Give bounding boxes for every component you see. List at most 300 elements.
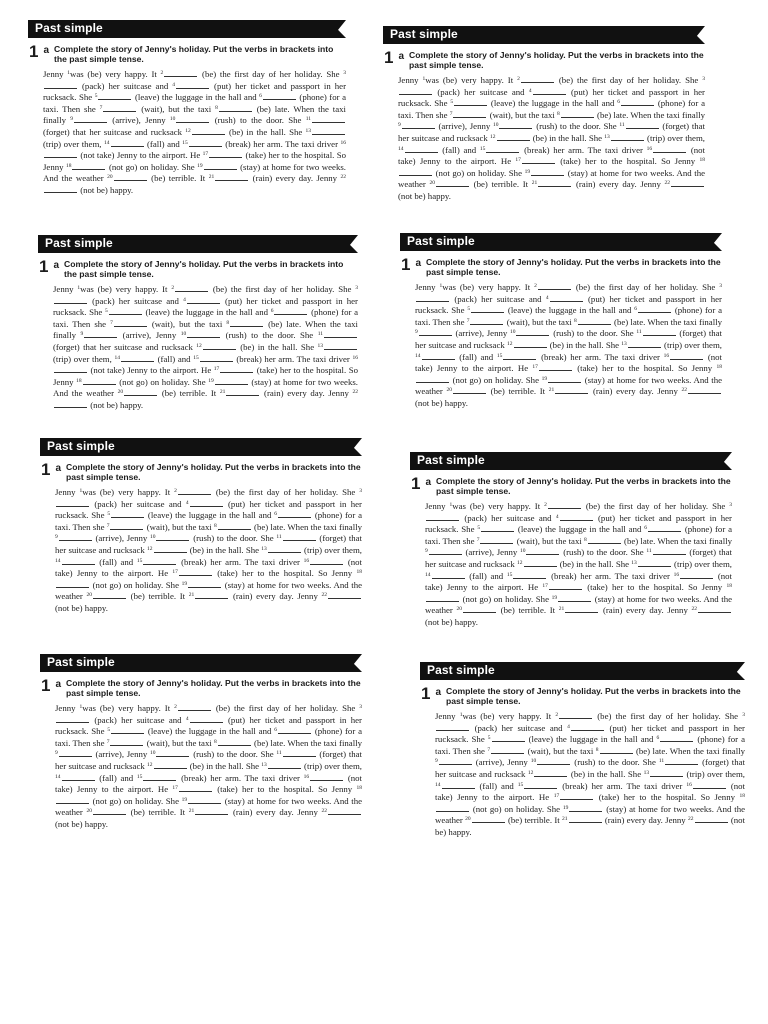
- story-segment: (take) her to the hospital. So Jenny: [43, 150, 346, 172]
- story-segment: (put) her ticket and passport in her rucksack. She: [43, 80, 346, 103]
- story-segment: (rush) to the door. She: [550, 328, 637, 339]
- story-segment: (rush) to the door. She: [190, 533, 277, 544]
- story-segment: (fall) and: [465, 570, 507, 581]
- exercise-letter: a: [53, 260, 60, 271]
- section-banner: [40, 438, 362, 456]
- story-segment: (not take) Jenny to the airport. He: [55, 556, 363, 579]
- gap-number: 18: [699, 157, 706, 164]
- exercise-instruction: Complete the story of Jenny's holiday. Put the verbs in brackets into the past simple tense.: [409, 50, 704, 70]
- gap-number: 17: [213, 366, 220, 373]
- story-segment: (take) her to the hospital. So Jenny: [594, 792, 740, 803]
- exercise-number: 1: [39, 257, 49, 276]
- story-segment: (arrive), Jenny: [92, 533, 150, 544]
- story-segment: (take) her to the hospital. So Jenny: [555, 156, 700, 167]
- gap-number: 1: [79, 704, 83, 710]
- answer-gap: [559, 712, 592, 719]
- gap-number: 12: [507, 340, 513, 347]
- gap-number: 4: [185, 715, 189, 722]
- answer-gap: [220, 366, 253, 373]
- story-segment: (pack) her suitcase and: [90, 498, 186, 509]
- exercise-card-8: [420, 662, 745, 839]
- story-segment: (rain) every day. Jenny: [260, 388, 353, 399]
- answer-gap: [230, 320, 263, 327]
- exercise-card-5: [40, 438, 362, 615]
- gap-number: 22: [352, 389, 359, 396]
- gap-number: 2: [174, 488, 177, 494]
- gap-number: 6: [274, 727, 277, 734]
- story-segment: (leave) the luggage in the hall and: [515, 524, 645, 535]
- gap-number: 8: [584, 536, 587, 543]
- story-segment: (rain) every day. Jenny: [599, 605, 692, 616]
- story-segment: (pack) her suitcase and: [78, 80, 173, 91]
- story-segment: (fall) and: [144, 138, 183, 149]
- gap-number: 20: [86, 808, 92, 815]
- story-segment: (phone) for a taxi. Then she: [415, 305, 722, 327]
- gap-number: 17: [553, 793, 560, 800]
- story-segment: (forget) that her suitcase and rucksack: [53, 341, 197, 352]
- gap-number: 10: [492, 122, 499, 129]
- section-title: Past simple: [427, 663, 495, 677]
- answer-gap: [628, 341, 661, 348]
- story-segment: (rush) to the door. She: [210, 115, 306, 126]
- answer-gap: [200, 355, 233, 362]
- answer-gap: [109, 308, 142, 315]
- answer-gap: [454, 99, 487, 106]
- story-segment: (forget) that her suitcase and rucksack: [398, 121, 706, 143]
- story-segment: (be) the first day of her holiday. She: [571, 282, 720, 292]
- gap-number: 18: [739, 793, 745, 800]
- story-segment: (wait), but the taxi: [504, 316, 575, 327]
- story-segment: (phone) for a taxi. Then she: [425, 524, 732, 546]
- section-banner: [410, 452, 732, 470]
- gap-number: 15: [136, 773, 143, 780]
- story-segment: (arrive), Jenny: [118, 330, 181, 341]
- answer-gap: [550, 295, 583, 302]
- gap-number: 6: [270, 308, 274, 315]
- story-segment: (break) her arm. The taxi driver: [547, 570, 674, 581]
- story-segment: (be) terrible. It: [158, 388, 220, 399]
- answer-gap: [539, 364, 572, 371]
- story-segment: (pack) her suitcase and: [470, 722, 568, 733]
- gap-number: 14: [55, 557, 61, 564]
- story-segment: (not go) on holiday. She: [106, 161, 198, 172]
- answer-gap: [59, 534, 92, 541]
- gap-number: 21: [562, 816, 568, 823]
- gap-number: 21: [188, 808, 195, 815]
- story-segment: (fall) and: [154, 353, 194, 364]
- gap-number: 1: [449, 502, 453, 508]
- gap-number: 16: [352, 354, 359, 361]
- answer-gap: [555, 387, 588, 394]
- answer-gap: [571, 724, 604, 731]
- story-segment: (be) the first day of her holiday. She: [209, 284, 356, 294]
- gap-number: 11: [658, 758, 665, 765]
- story-segment: (fall) and: [95, 772, 137, 783]
- story-segment: (put) her ticket and passport in her rucksack. She: [53, 295, 358, 318]
- gap-number: 7: [99, 104, 103, 111]
- story-segment: (forget) that her suitcase and rucksack: [55, 749, 363, 771]
- answer-gap: [524, 560, 557, 567]
- gap-number: 13: [604, 133, 610, 140]
- story-segment: (stay) at home for two weeks. And the weather: [425, 593, 733, 616]
- gap-number: 16: [663, 352, 670, 359]
- answer-gap: [54, 401, 87, 408]
- gap-number: 7: [106, 522, 110, 529]
- gap-number: 17: [172, 785, 178, 792]
- gap-number: 19: [524, 168, 531, 175]
- exercise-card-1: [28, 20, 346, 197]
- gap-number: 16: [340, 139, 347, 146]
- story-segment: Jenny: [415, 282, 440, 292]
- story-segment: (trip) over them,: [43, 138, 104, 149]
- gap-number: 18: [356, 569, 363, 576]
- story-segment: (be) late. When the taxi finally: [621, 535, 732, 546]
- gap-number: 10: [169, 116, 176, 123]
- answer-gap: [274, 308, 307, 315]
- story-segment: (not be) happy.: [435, 815, 745, 837]
- answer-gap: [638, 306, 671, 313]
- story-segment: (not be) happy.: [415, 397, 468, 408]
- gap-number: 3: [343, 70, 347, 76]
- answer-gap: [72, 163, 105, 170]
- exercise-letter: a: [425, 477, 432, 488]
- answer-gap: [453, 111, 486, 118]
- gap-number: 15: [496, 352, 503, 359]
- story-segment: (be) in the hall. She: [187, 760, 262, 771]
- answer-gap: [154, 762, 187, 769]
- answer-gap: [537, 758, 570, 765]
- gap-number: 20: [86, 592, 92, 599]
- gap-number: 7: [466, 317, 470, 324]
- gap-number: 19: [551, 594, 558, 601]
- gap-number: 11: [317, 331, 323, 338]
- gap-number: 19: [562, 804, 569, 811]
- story-segment: (stay) at home for two weeks. And the weather: [398, 167, 706, 190]
- story-segment: (be) late. When the taxi finally: [53, 318, 358, 341]
- gap-number: 1: [422, 76, 426, 82]
- story-segment: was (be) very happy. It: [425, 75, 518, 85]
- answer-gap: [533, 88, 566, 95]
- story-text: [420, 711, 745, 839]
- section-banner: [40, 654, 362, 672]
- answer-gap: [565, 606, 598, 613]
- story-segment: (not be) happy.: [78, 184, 134, 195]
- gap-number: 20: [465, 816, 471, 823]
- gap-number: 17: [515, 157, 521, 164]
- answer-gap: [195, 592, 228, 599]
- answer-gap: [121, 355, 154, 362]
- story-segment: (break) her arm. The taxi driver: [537, 351, 664, 362]
- gap-number: 3: [355, 285, 358, 291]
- gap-number: 1: [459, 712, 463, 718]
- gap-number: 14: [425, 571, 431, 578]
- section-banner: [28, 20, 346, 38]
- answer-gap: [548, 502, 581, 509]
- gap-number: 10: [149, 534, 156, 541]
- task-heading: [40, 678, 362, 698]
- task-heading: [410, 476, 732, 496]
- gap-number: 2: [160, 70, 164, 76]
- exercise-card-3: [38, 235, 358, 412]
- story-segment: (phone) for a taxi. Then she: [55, 510, 362, 532]
- gap-number: 16: [303, 557, 310, 564]
- gap-number: 11: [276, 534, 282, 541]
- section-banner: [420, 662, 745, 680]
- story-segment: (rush) to the door. She: [533, 121, 620, 132]
- section-title: Past simple: [390, 27, 458, 41]
- story-segment: (not take) Jenny to the airport. He: [435, 780, 745, 803]
- story-segment: was (be) very happy. It: [70, 69, 161, 79]
- answer-gap: [653, 146, 686, 153]
- story-segment: (break) her arm. The taxi driver: [177, 556, 304, 567]
- story-segment: (not take) Jenny to the airport. He: [425, 570, 733, 593]
- story-segment: (put) her ticket and passport in her rucksack. She: [415, 293, 722, 316]
- gap-number: 14: [398, 145, 404, 152]
- story-segment: (be) terrible. It: [127, 807, 189, 818]
- answer-gap: [111, 727, 144, 734]
- story-segment: (be) the first day of her holiday. She: [554, 75, 703, 85]
- gap-number: 13: [643, 769, 650, 776]
- answer-gap: [650, 770, 683, 777]
- story-segment: (fall) and: [95, 556, 137, 567]
- task-heading: [383, 50, 705, 70]
- story-segment: (be) terrible. It: [497, 605, 559, 616]
- story-segment: (leave) the luggage in the hall and: [525, 734, 657, 745]
- story-segment: (leave) the luggage in the hall and: [505, 305, 635, 316]
- story-segment: (not be) happy.: [425, 616, 478, 627]
- gap-number: 1: [67, 70, 70, 76]
- answer-gap: [660, 735, 693, 742]
- story-segment: (stay) at home for two weeks. And the weather: [415, 374, 723, 397]
- gap-number: 4: [567, 723, 570, 730]
- gap-number: 22: [691, 606, 697, 613]
- story-segment: (wait), but the taxi: [137, 103, 216, 114]
- gap-number: 6: [634, 306, 637, 313]
- exercise-letter: a: [55, 679, 62, 690]
- story-segment: Jenny: [43, 69, 68, 79]
- answer-gap: [83, 378, 116, 385]
- answer-gap: [621, 99, 654, 106]
- answer-gap: [560, 514, 593, 521]
- gap-number: 7: [487, 746, 491, 753]
- answer-gap: [56, 581, 89, 588]
- gap-number: 19: [197, 162, 203, 169]
- exercise-card-6: [410, 452, 732, 629]
- gap-number: 17: [532, 364, 538, 371]
- section-banner: [400, 233, 722, 251]
- answer-gap: [44, 151, 77, 158]
- exercise-instruction: Complete the story of Jenny's holiday. Put the verbs in brackets into the past simple tense.: [54, 44, 334, 64]
- gap-number: 4: [185, 499, 189, 506]
- answer-gap: [472, 816, 505, 823]
- gap-number: 19: [181, 796, 188, 803]
- story-segment: (leave) the luggage in the hall and: [142, 307, 271, 318]
- story-segment: (break) her arm. The taxi driver: [233, 353, 353, 364]
- answer-gap: [110, 739, 143, 746]
- answer-gap: [600, 747, 633, 754]
- answer-gap: [442, 782, 475, 789]
- answer-gap: [111, 140, 144, 147]
- gap-number: 22: [321, 592, 327, 599]
- gap-number: 7: [476, 536, 480, 543]
- answer-gap: [534, 770, 567, 777]
- story-text: [28, 69, 346, 197]
- gap-number: 21: [208, 174, 215, 181]
- exercise-instruction: Complete the story of Jenny's holiday. Put the verbs in brackets into the past simple tense.: [426, 257, 721, 277]
- section-banner: [383, 26, 705, 44]
- gap-number: 10: [530, 758, 537, 765]
- story-segment: (rush) to the door. She: [560, 547, 647, 558]
- gap-number: 18: [76, 377, 82, 384]
- gap-number: 10: [149, 750, 156, 757]
- answer-gap: [538, 283, 571, 290]
- story-segment: Jenny: [55, 703, 80, 713]
- story-segment: (phone) for a taxi. Then she: [55, 726, 362, 748]
- gap-number: 16: [303, 773, 310, 780]
- answer-gap: [215, 174, 248, 181]
- answer-gap: [422, 353, 455, 360]
- answer-gap: [188, 581, 221, 588]
- gap-number: 15: [506, 571, 513, 578]
- story-segment: (be) in the hall. She: [568, 768, 644, 779]
- answer-gap: [190, 500, 223, 507]
- exercise-card-4: [400, 233, 722, 410]
- story-text: [40, 487, 362, 615]
- story-segment: (fall) and: [455, 351, 497, 362]
- story-segment: (put) her ticket and passport in her rucksack. She: [55, 714, 362, 737]
- answer-gap: [54, 297, 87, 304]
- story-segment: (trip) over them,: [301, 544, 362, 555]
- gap-number: 6: [644, 525, 647, 532]
- answer-gap: [62, 774, 95, 781]
- answer-gap: [56, 500, 89, 507]
- answer-gap: [626, 122, 659, 129]
- gap-number: 11: [636, 329, 642, 336]
- story-segment: (be) late. When the taxi finally: [43, 103, 346, 126]
- gap-number: 9: [55, 534, 58, 541]
- story-segment: (rush) to the door. She: [571, 757, 659, 768]
- answer-gap: [44, 186, 77, 193]
- answer-gap: [54, 366, 87, 373]
- gap-number: 4: [528, 87, 532, 94]
- answer-gap: [324, 343, 357, 350]
- task-heading: [28, 44, 346, 64]
- story-segment: (fall) and: [438, 144, 480, 155]
- answer-gap: [538, 180, 571, 187]
- story-segment: (rain) every day. Jenny: [229, 807, 322, 818]
- story-segment: (be) late. When the taxi finally: [633, 745, 745, 756]
- gap-number: 15: [182, 139, 188, 146]
- answer-gap: [643, 329, 676, 336]
- story-segment: (forget) that her suitcase and rucksack: [55, 533, 363, 555]
- gap-number: 1: [439, 283, 443, 289]
- gap-number: 22: [681, 387, 687, 394]
- story-segment: (put) her ticket and passport in her rucksack. She: [55, 498, 362, 521]
- answer-gap: [526, 548, 559, 555]
- gap-number: 4: [545, 294, 549, 301]
- story-segment: (not take) Jenny to the airport. He: [415, 351, 723, 374]
- answer-gap: [416, 376, 449, 383]
- story-segment: (pack) her suitcase and: [88, 295, 184, 306]
- answer-gap: [638, 560, 671, 567]
- answer-gap: [98, 93, 131, 100]
- story-segment: (arrive), Jenny: [108, 115, 170, 126]
- answer-gap: [124, 389, 157, 396]
- exercise-number: 1: [411, 474, 421, 493]
- answer-gap: [93, 808, 126, 815]
- story-segment: (not take) Jenny to the airport. He: [55, 772, 363, 795]
- section-title: Past simple: [35, 21, 103, 35]
- task-heading: [400, 257, 722, 277]
- exercise-letter: a: [435, 687, 442, 698]
- answer-gap: [310, 774, 343, 781]
- gap-number: 15: [517, 781, 524, 788]
- answer-gap: [611, 134, 644, 141]
- exercise-card-2: [383, 26, 705, 203]
- answer-gap: [521, 76, 554, 83]
- story-segment: (not go) on holiday. She: [116, 376, 209, 387]
- answer-gap: [429, 548, 462, 555]
- gap-number: 16: [686, 781, 692, 788]
- gap-number: 7: [110, 319, 113, 326]
- story-segment: (rush) to the door. She: [190, 749, 277, 760]
- story-segment: (pack) her suitcase and: [90, 714, 186, 725]
- gap-number: 16: [673, 571, 680, 578]
- answer-gap: [62, 558, 95, 565]
- gap-number: 3: [742, 712, 745, 718]
- story-text: [400, 282, 722, 410]
- story-segment: (take) her to the hospital. So Jenny: [572, 363, 717, 374]
- answer-gap: [156, 534, 189, 541]
- story-segment: (arrive), Jenny: [472, 757, 531, 768]
- gap-number: 9: [398, 122, 401, 129]
- story-segment: was (be) very happy. It: [462, 711, 556, 721]
- story-segment: (trip) over them,: [301, 760, 362, 771]
- answer-gap: [698, 606, 731, 613]
- story-segment: (be) terrible. It: [487, 386, 549, 397]
- gap-number: 16: [646, 145, 653, 152]
- answer-gap: [156, 750, 189, 757]
- gap-number: 22: [321, 808, 327, 815]
- answer-gap: [470, 318, 503, 325]
- gap-number: 20: [429, 180, 435, 187]
- answer-gap: [312, 116, 345, 123]
- story-segment: (forget) that her suitcase and rucksack: [435, 757, 746, 779]
- story-segment: (put) her ticket and passport in her rucksack. She: [398, 86, 705, 109]
- gap-number: 13: [261, 545, 267, 552]
- story-segment: was (be) very happy. It: [442, 282, 535, 292]
- gap-number: 2: [171, 285, 175, 291]
- story-segment: Jenny: [398, 75, 423, 85]
- story-segment: (leave) the luggage in the hall and: [145, 726, 275, 737]
- answer-gap: [648, 525, 681, 532]
- story-segment: Jenny: [53, 284, 78, 294]
- gap-number: 5: [105, 308, 108, 315]
- gap-number: 2: [174, 704, 177, 710]
- answer-gap: [578, 318, 611, 325]
- gap-number: 14: [435, 781, 441, 788]
- answer-gap: [439, 758, 472, 765]
- gap-number: 6: [274, 511, 277, 518]
- gap-number: 17: [172, 569, 178, 576]
- answer-gap: [268, 762, 301, 769]
- story-segment: (break) her arm. The taxi driver: [177, 772, 304, 783]
- gap-number: 20: [107, 174, 113, 181]
- answer-gap: [670, 353, 703, 360]
- story-segment: (be) terrible. It: [470, 179, 532, 190]
- answer-gap: [103, 105, 136, 112]
- story-segment: (phone) for a taxi. Then she: [435, 734, 745, 756]
